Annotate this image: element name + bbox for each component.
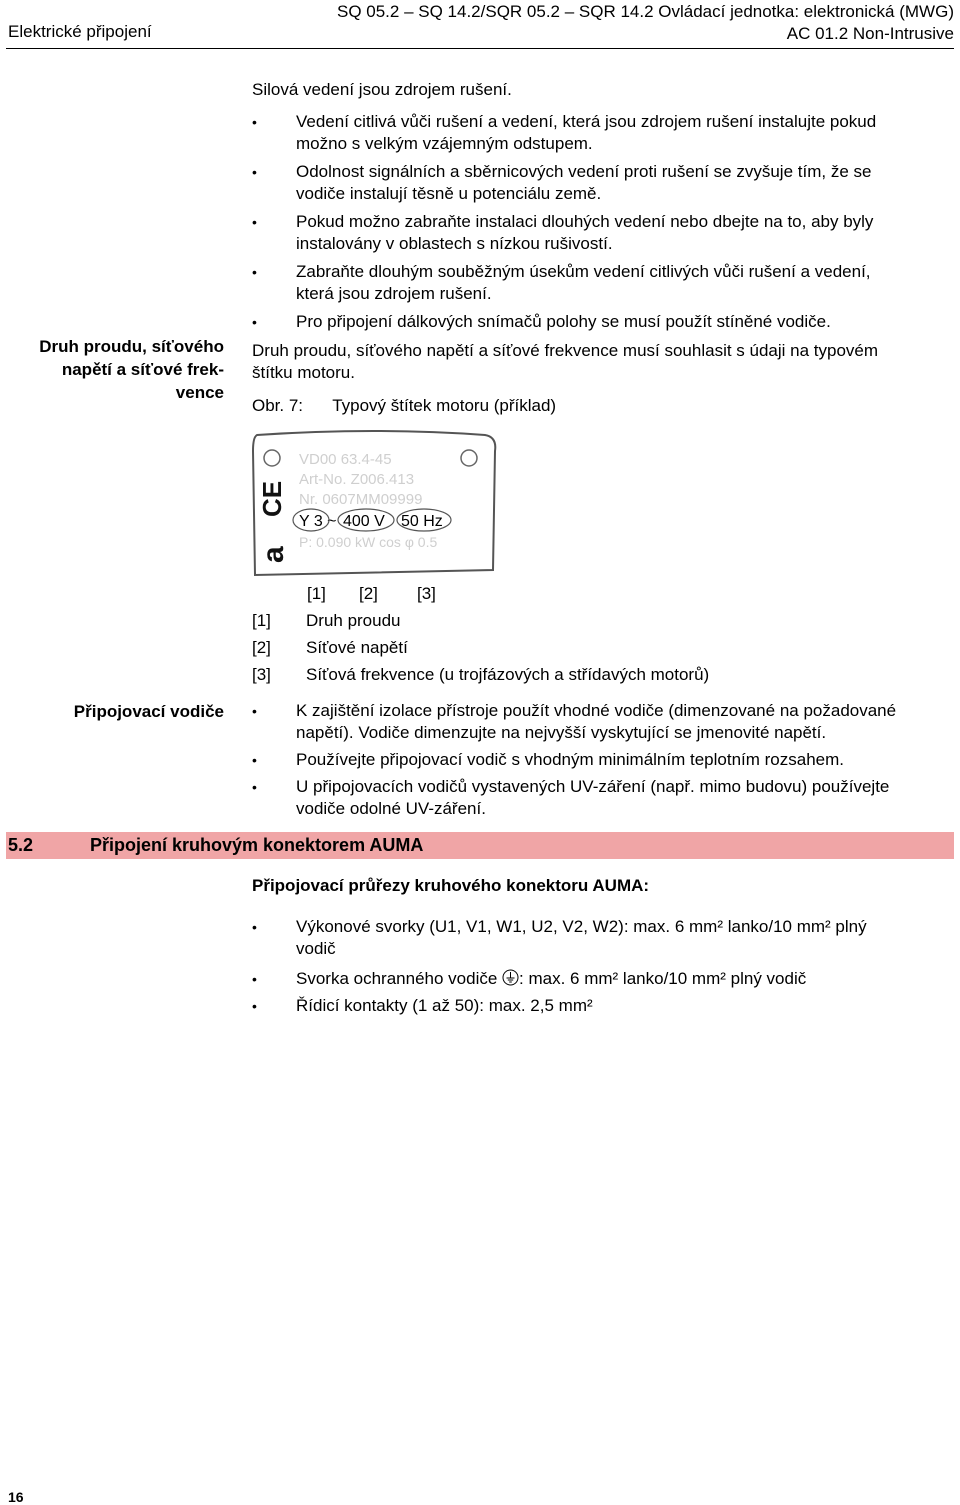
figure-title: Typový štítek motoru (příklad)	[332, 396, 557, 415]
current-type-text: Druh proudu, síťového napětí a síťové frekvence musí souhlasit s údaji na typovém štítku motoru.	[252, 341, 879, 382]
figure-label: Obr. 7:	[252, 396, 304, 415]
section-number: 5.2	[8, 835, 34, 855]
nameplate-line1: VD00 63.4-45	[299, 451, 392, 468]
screw-hole-left-icon	[264, 450, 280, 466]
nameplate-line5: P: 0.090 kW cos φ 0.5	[299, 534, 438, 550]
cross-sections-heading: Připojovací průřezy kruhového konektoru AUMA:	[252, 876, 650, 895]
cross-sections-list	[252, 916, 957, 1017]
list-item: • Vedení citlivá vůči rušení a vedení, která jsou zdrojem rušení instalujte pokud možno s velkým vzájemným odstupem.	[252, 111, 957, 155]
legend-item: [2] Síťové napětí	[252, 638, 408, 657]
interference-intro: Silová vedení jsou zdrojem rušení.	[252, 80, 512, 99]
nameplate-line3: Nr. 0607MM09999	[299, 491, 423, 508]
motor-nameplate-figure	[245, 425, 505, 580]
list-item: • Výkonové svorky (U1, V1, W1, U2, V2, W2): max. 6 mm² lanko/10 mm² plný vodič	[252, 916, 957, 960]
svg-text:CE: CE	[257, 480, 287, 517]
page-number: 16	[8, 1489, 24, 1505]
list-item: • K zajištění izolace přístroje použít vhodné vodiče (dimenzované na požadované napětí). Vodiče dimenzujte na nejvyšší vyskytující se jmenovité napětí.	[252, 700, 957, 744]
header-chapter: Elektrické připojení	[8, 22, 152, 41]
svg-text:a: a	[257, 546, 290, 563]
nameplate-frequency: 50 Hz	[401, 513, 443, 530]
callout-3: [3]	[417, 584, 436, 603]
header-product-line1: SQ 05.2 – SQ 14.2/SQR 05.2 – SQR 14.2 Ovládací jednotka: elektronická (MWG)	[336, 2, 954, 21]
list-item: • U připojovacích vodičů vystavených UV-záření (např. mimo budovu) používejte vodiče odolné UV-záření.	[252, 776, 957, 820]
auma-logo-icon	[257, 546, 290, 563]
side-heading-current-type: Druh proudu, síťového napětí a síťové frek- vence	[39, 337, 224, 402]
list-item: • Řídicí kontakty (1 až 50): max. 2,5 mm²	[252, 995, 957, 1017]
header-rule	[6, 48, 954, 49]
legend-item: [1] Druh proudu	[252, 611, 401, 630]
interference-list	[252, 111, 957, 339]
section-heading	[6, 832, 954, 859]
header-product-line2: AC 01.2 Non-Intrusive	[786, 24, 954, 43]
section-title: Připojení kruhovým konektorem AUMA	[90, 835, 424, 855]
screw-hole-right-icon	[461, 450, 477, 466]
nameplate-voltage: 400 V	[343, 513, 385, 530]
callout-2: [2]	[359, 584, 378, 603]
list-item: • Pokud možno zabraňte instalaci dlouhých vedení nebo dbejte na to, aby byly instalovány v oblastech s nízkou rušivostí.	[252, 211, 957, 255]
list-item: • Používejte připojovací vodič s vhodným minimálním teplotním rozsahem.	[252, 749, 957, 771]
side-heading-conductors: Připojovací vodiče	[73, 702, 224, 721]
nameplate-line2: Art-No. Z006.413	[299, 471, 415, 488]
list-item: • Svorka ochranného vodiče : max. 6 mm² lanko/10 mm² plný vodič	[252, 968, 957, 990]
conductors-list	[252, 700, 957, 825]
protective-earth-icon	[502, 969, 519, 986]
figure-caption	[252, 395, 556, 417]
callout-1: [1]	[307, 584, 326, 603]
legend-item: [3] Síťová frekvence (u trojfázových a střídavých motorů)	[252, 665, 710, 684]
ce-mark-icon	[257, 481, 287, 517]
list-item: • Odolnost signálních a sběrnicových vedení proti rušení se zvyšuje tím, že se vodiče instalují těsně u potenciálu země.	[252, 161, 957, 205]
list-item: • Pro připojení dálkových snímačů polohy se musí použít stíněné vodiče.	[252, 311, 957, 333]
header-product	[337, 1, 954, 45]
nameplate-voltage-prefix: Y 3 ~	[299, 513, 337, 530]
list-item: • Zabraňte dlouhým souběžným úsekům vedení citlivých vůči rušení a vedení, která jsou zdrojem rušení.	[252, 261, 957, 305]
